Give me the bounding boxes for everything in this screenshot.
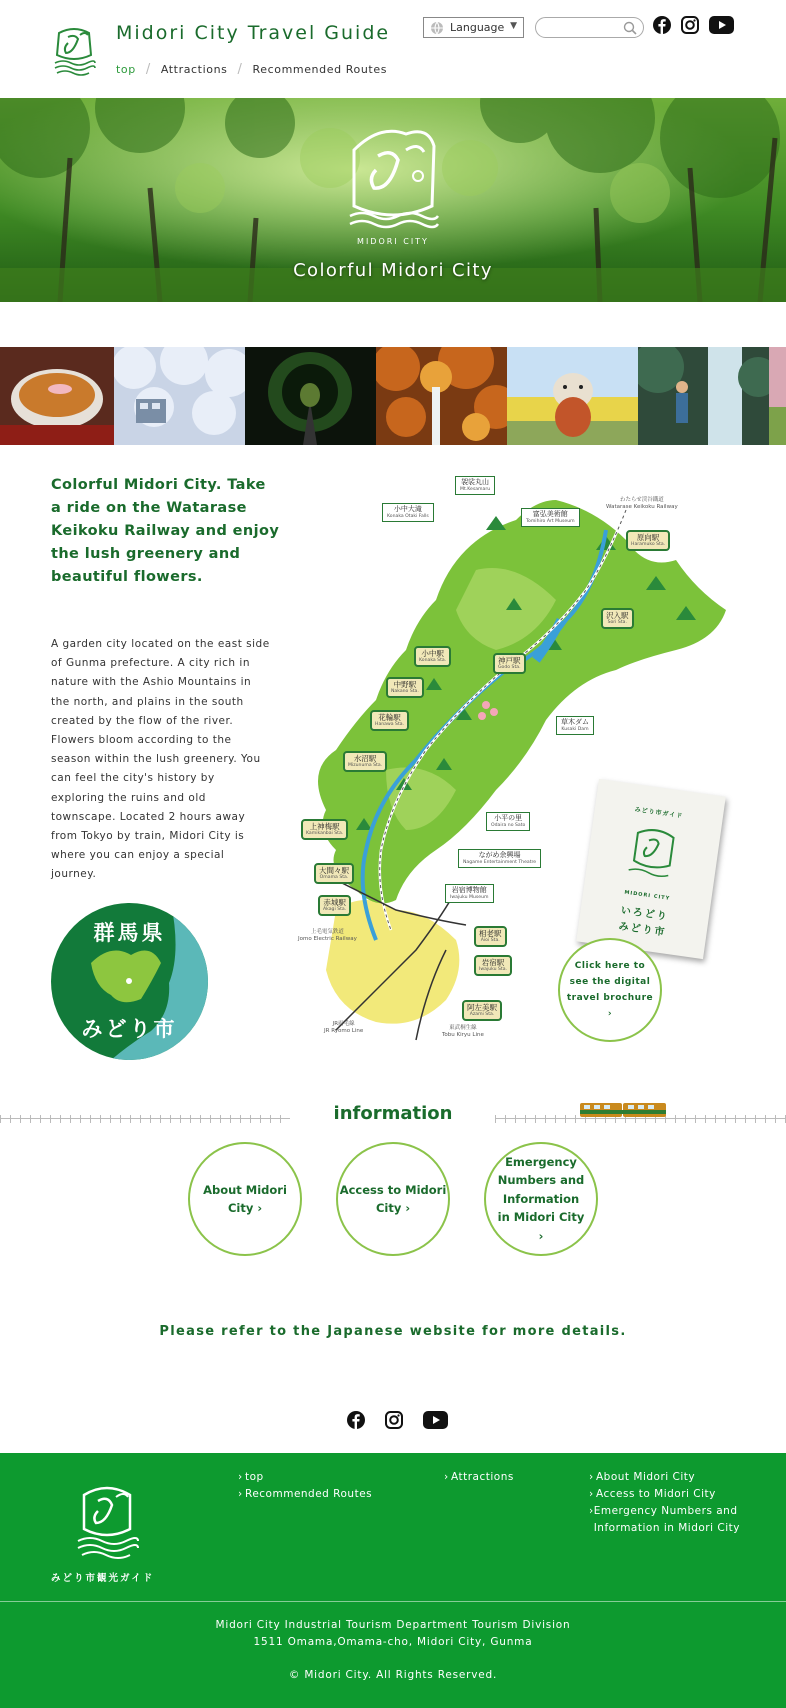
station-sori[interactable]: 沢入駅 Sori Sta.: [601, 608, 634, 629]
site-header: [0, 0, 786, 98]
station-omama[interactable]: 大間々駅 Omama Sta.: [314, 863, 354, 884]
photo-partial[interactable]: [769, 347, 786, 445]
footer-divider: [0, 1601, 786, 1602]
copyright-icon: ©: [288, 1669, 301, 1681]
chevron-right-icon: ›: [589, 1505, 594, 1517]
chevron-right-icon: ›: [238, 1471, 243, 1483]
hero-banner: [0, 98, 786, 302]
chevron-down-icon: ▼: [510, 21, 517, 31]
breadcrumb-separator: /: [145, 62, 151, 77]
search-input[interactable]: [535, 17, 644, 38]
station-konaka[interactable]: 小中駅 Konaka Sta.: [414, 646, 451, 667]
gunma-location-map: [51, 903, 208, 1060]
footer-link-attractions[interactable]: › Attractions: [444, 1469, 514, 1486]
brochure-city-label: MIDORI CITY: [623, 889, 671, 902]
social-links-header: [653, 16, 734, 34]
brochure-cover[interactable]: [576, 779, 726, 959]
station-haramuko[interactable]: 原向駅 Haramuko Sta.: [626, 530, 670, 551]
place-iwajuku-museum[interactable]: 岩宿博物館 Iwajuku Museum: [445, 884, 494, 903]
place-tomihiro-art-museum[interactable]: 富弘美術館 Tomihiro Art Museum: [521, 508, 580, 527]
youtube-icon[interactable]: [423, 1411, 448, 1429]
photo-noodle-soup[interactable]: [0, 347, 114, 445]
about-midori-city-button[interactable]: About Midori City ›: [188, 1142, 302, 1256]
station-akagi[interactable]: 赤城駅 Akagi Sta.: [318, 895, 351, 916]
digital-brochure-button[interactable]: Click here to see the digital travel brochure ›: [558, 938, 662, 1042]
information-heading: information: [333, 1103, 453, 1124]
instagram-icon[interactable]: [385, 1411, 403, 1429]
intro-body: A garden city located on the east side of Gunma prefecture. A city rich in nature with the Ashio Mountains in the north, and plains in the south created by the flow of the river. Flowers bloom according to the season within the lush greenery. You can feel the city's history by exploring the ruins and old townscape. Located 2 hours away from Tokyo by train, Midori City is where you can enjoy a special journey.: [51, 638, 270, 881]
photo-mascot[interactable]: [507, 347, 638, 445]
breadcrumb-attractions[interactable]: Attractions: [160, 63, 228, 76]
place-odaira-no-sato[interactable]: 小平の里 Odaira no Sato: [486, 812, 530, 831]
midori-city-label: みどり市: [81, 1017, 178, 1041]
station-mizunuma[interactable]: 水沼駅 Mizunuma Sta.: [343, 751, 387, 772]
photo-tunnel[interactable]: [245, 347, 376, 445]
access-midori-city-button[interactable]: Access to Midori City ›: [336, 1142, 450, 1256]
footer-logo-text: みどり市観光ガイド: [51, 1573, 155, 1584]
breadcrumb: [116, 62, 387, 77]
breadcrumb-separator: /: [237, 62, 243, 77]
label-jr-ryomo-line: JR両毛線 JR Ryomo Line: [324, 1021, 364, 1034]
station-kamikanbai[interactable]: 上神梅駅 Kamikanbai Sta.: [301, 819, 348, 840]
photo-falls-hiker[interactable]: [638, 347, 769, 445]
photo-autumn-waterfall[interactable]: [376, 347, 507, 445]
footer-address-line2: 1511 Omama,Omama-cho, Midori City, Gunma: [253, 1636, 533, 1648]
place-kusaki-dam[interactable]: 草木ダム Kusaki Dam: [556, 716, 594, 735]
site-logo-icon[interactable]: [51, 23, 97, 79]
site-footer: [0, 1453, 786, 1708]
station-nakano[interactable]: 中野駅 Nakano Sta.: [386, 677, 424, 698]
facebook-icon[interactable]: [347, 1411, 365, 1429]
city-map[interactable]: [296, 470, 736, 1046]
place-mt-kesamaru[interactable]: 袈裟丸山 Mt.Kesamaru: [455, 476, 495, 495]
station-aioi[interactable]: 相老駅 Aioi Sta.: [474, 926, 507, 947]
station-godo[interactable]: 神戸駅 Godo Sta.: [493, 653, 526, 674]
language-label: Language: [450, 21, 505, 34]
label-watarase-railway: わたらせ渓谷鐵道 Watarase Keikoku Railway: [606, 497, 678, 510]
place-nagame-theatre[interactable]: ながめ余興場 Nagame Entertainment Theatre: [458, 849, 541, 868]
breadcrumb-recommended-routes[interactable]: Recommended Routes: [252, 63, 388, 76]
photo-strip: [0, 347, 786, 445]
footer-link-emergency[interactable]: › Emergency Numbers and Information in Midori City: [589, 1503, 749, 1537]
footer-copyright: © Midori City. All Rights Reserved.: [288, 1669, 498, 1681]
footer-link-recommended-routes[interactable]: › Recommended Routes: [238, 1486, 372, 1503]
footer-link-access[interactable]: › Access to Midori City: [589, 1486, 716, 1503]
brochure-emblem-icon: [623, 820, 683, 889]
footer-address: [0, 1617, 786, 1651]
intro-heading: Colorful Midori City. Take a ride on the Watarase Keikoku Railway and enjoy the lush greenery and beautiful flowers.: [51, 477, 280, 585]
label-tobu-kiryu-line: 東武桐生線 Tobu Kiryu Line: [442, 1025, 484, 1038]
emblem-text: MIDORI CITY: [357, 237, 429, 246]
chevron-right-icon: ›: [444, 1471, 449, 1483]
photo-snow-train[interactable]: [114, 347, 245, 445]
facebook-icon[interactable]: [653, 16, 671, 34]
brochure-title-line2: みどり市: [617, 921, 667, 939]
station-iwajuku[interactable]: 岩宿駅 Iwajuku Sta.: [474, 955, 512, 976]
emergency-info-button[interactable]: Emergency Numbers and Information in Midori City ›: [484, 1142, 598, 1256]
globe-icon: [430, 21, 444, 35]
site-title[interactable]: Midori City Travel Guide: [116, 22, 391, 44]
breadcrumb-top[interactable]: top: [116, 63, 136, 76]
label-jomo-railway: 上毛電気鉄道 Jomo Electric Railway: [298, 929, 357, 942]
youtube-icon[interactable]: [709, 16, 734, 34]
gunma-label: 群馬県: [93, 921, 166, 945]
brochure-guide-label: みどり市ガイド: [634, 806, 684, 820]
chevron-right-icon: ›: [589, 1488, 594, 1500]
midori-city-emblem: [340, 120, 446, 248]
station-azami[interactable]: 阿左美駅 Azami Sta.: [462, 1000, 502, 1021]
footer-logo-icon[interactable]: [74, 1477, 140, 1563]
place-konaka-otaki-falls[interactable]: 小中大滝 Konaka Otaki Falls: [382, 503, 434, 522]
brochure-title-line1: いろどり: [620, 905, 670, 923]
hero-caption: Colorful Midori City: [293, 260, 493, 281]
search-icon[interactable]: [623, 21, 637, 35]
footer-link-top[interactable]: › top: [238, 1469, 264, 1486]
chevron-right-icon: ›: [589, 1471, 594, 1483]
social-links-footer: [347, 1411, 448, 1429]
language-select[interactable]: [423, 17, 524, 38]
instagram-icon[interactable]: [681, 16, 699, 34]
footer-address-line1: Midori City Industrial Tourism Department Tourism Division: [215, 1619, 571, 1631]
japanese-site-note: Please refer to the Japanese website for more details.: [159, 1324, 627, 1339]
station-hanawa[interactable]: 花輪駅 Hanawa Sta.: [370, 710, 409, 731]
footer-link-about[interactable]: › About Midori City: [589, 1469, 695, 1486]
chevron-right-icon: ›: [238, 1488, 243, 1500]
